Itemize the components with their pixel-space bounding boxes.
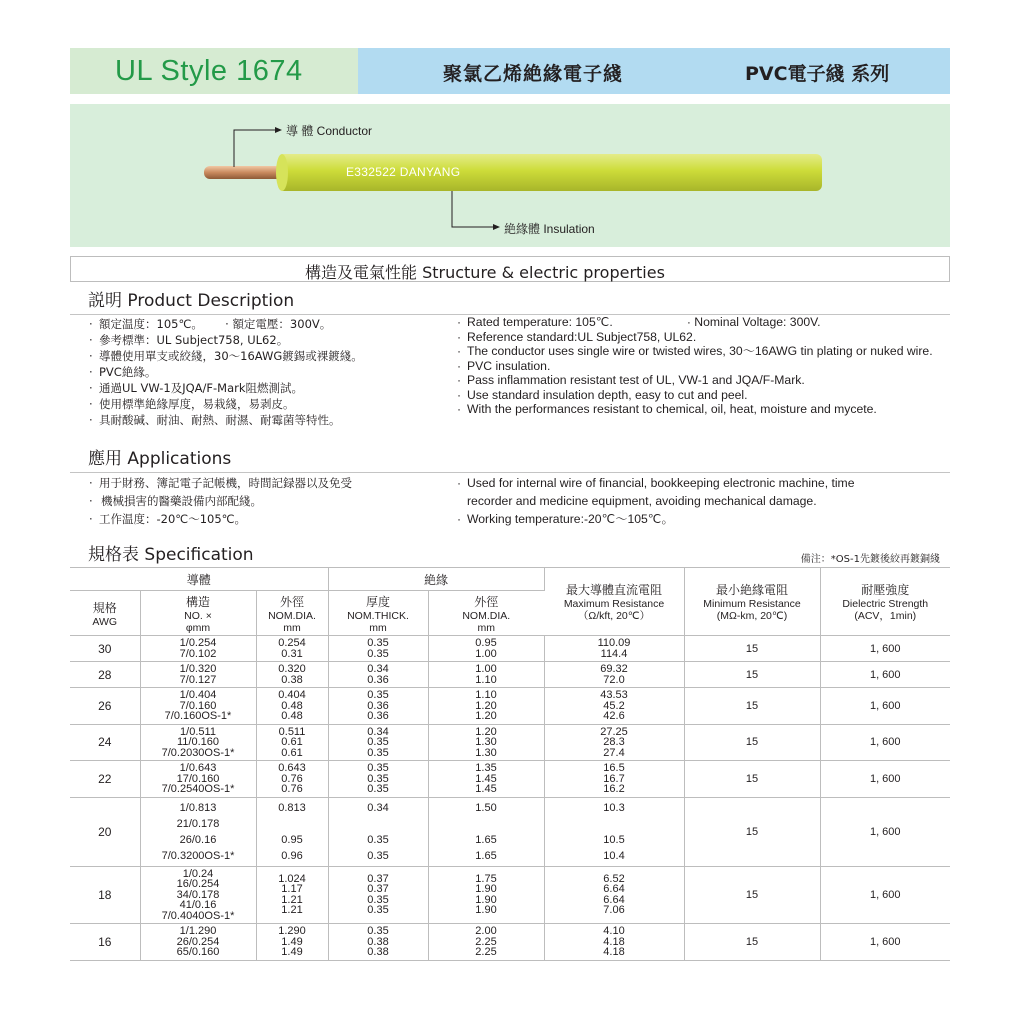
table-row	[70, 866, 950, 924]
cell-thick: 0.34 0.35 0.35	[328, 797, 428, 866]
cell-dielectric: 1, 600	[869, 772, 901, 785]
header-max-resistance: 最大導體直流電阻 Maximum Resistance （Ω/kft, 20℃）	[544, 568, 684, 636]
cell-ins-od: 0.95 1.00	[428, 636, 544, 662]
spec-note: 備注：*OS-1先鍍後絞再鍍銅綫	[800, 554, 940, 565]
list-item: · Use standard insulation depth, easy to cut and peel.	[456, 388, 956, 403]
description-title: 説明 Product Description	[70, 286, 950, 315]
cell-cond-od: 1.290 1.49 1.49	[256, 924, 328, 961]
cell-min-ins: 15	[684, 662, 820, 688]
cell-min-ins: 15	[684, 866, 820, 924]
list-item: · PVC insulation.	[456, 359, 956, 374]
cell-construction: 1/0.511 11/0.160 7/0.2030OS-1*	[140, 724, 256, 761]
header-banner	[70, 48, 950, 94]
cell-dielectric: 1, 600	[869, 668, 901, 681]
cell-awg: 22	[70, 761, 140, 798]
list-item: · 具耐酸碱、耐油、耐熱、耐濕、耐霉菌等特性。	[88, 412, 448, 428]
list-item: · Reference standard:UL Subject758, UL62.	[456, 330, 956, 345]
cell-min-ins: 15	[684, 797, 820, 866]
table-row	[70, 797, 950, 866]
cell-cond-od: 0.404 0.48 0.48	[256, 688, 328, 725]
cell-dielectric: 1, 600	[869, 699, 901, 712]
list-item: · 使用標準絶緣厚度，易栽綫，易剥皮。	[88, 396, 448, 412]
wire-diagram-panel	[70, 104, 950, 247]
spec-table-body	[70, 636, 950, 961]
list-item: · 機械損害的醫藥設備内部配綫。	[88, 492, 448, 510]
cell-dielectric: 1, 600	[869, 825, 901, 838]
cell-ins-od: 1.10 1.20 1.20	[428, 688, 544, 725]
cell-max-res: 27.25 28.3 27.4	[544, 724, 684, 761]
conductor-label: 導 體 Conductor	[286, 124, 373, 138]
applications-en-list	[456, 474, 956, 528]
cell-thick: 0.35 0.35	[328, 636, 428, 662]
description-zh-list	[88, 316, 448, 428]
wire-print-text: E332522 DANYANG	[346, 165, 461, 179]
header-construction: 構造 NO. × φmm	[140, 591, 256, 636]
cell-cond-od: 0.511 0.61 0.61	[256, 724, 328, 761]
cell-max-res: 4.10 4.18 4.18	[544, 924, 684, 961]
cell-ins-od: 1.00 1.10	[428, 662, 544, 688]
cell-ins-od: 1.20 1.30 1.30	[428, 724, 544, 761]
cell-max-res: 10.3 10.5 10.4	[544, 797, 684, 866]
header-thickness: 厚度 NOM.THICK. mm	[328, 591, 428, 636]
cell-dielectric: 1, 600	[869, 736, 901, 749]
cell-min-ins: 15	[684, 636, 820, 662]
structure-heading-bar	[70, 256, 950, 282]
cell-awg: 26	[70, 688, 140, 725]
structure-heading: 構造及電氣性能 Structure & electric properties	[305, 263, 665, 282]
cell-cond-od: 0.643 0.76 0.76	[256, 761, 328, 798]
cell-min-ins: 15	[684, 924, 820, 961]
list-item: · Used for internal wire of financial, bookkeeping electronic machine, time	[456, 474, 956, 492]
subtitle-block	[358, 48, 950, 94]
insulation-label: 絶緣體 Insulation	[504, 222, 595, 236]
cell-awg: 16	[70, 924, 140, 961]
table-row	[70, 662, 950, 688]
cell-max-res: 16.5 16.7 16.2	[544, 761, 684, 798]
list-item: · 工作温度：-20℃～105℃。	[88, 510, 448, 528]
cell-cond-od: 0.320 0.38	[256, 662, 328, 688]
cell-construction: 1/0.813 21/0.178 26/0.16 7/0.3200OS-1*	[140, 797, 256, 866]
description-en-list	[456, 315, 956, 417]
header-conductor-od: 外徑 NOM.DIA. mm	[256, 591, 328, 636]
applications-title: 應用 Applications	[70, 444, 950, 473]
cell-min-ins: 15	[684, 724, 820, 761]
table-row	[70, 688, 950, 725]
cell-construction: 1/0.24 16/0.254 34/0.178 41/0.16 7/0.4040OS-1*	[140, 866, 256, 924]
cell-min-ins: 15	[684, 761, 820, 798]
cell-construction: 1/0.404 7/0.160 7/0.160OS-1*	[140, 688, 256, 725]
cell-max-res: 43.53 45.2 42.6	[544, 688, 684, 725]
cell-min-ins: 15	[684, 688, 820, 725]
cell-max-res: 69.32 72.0	[544, 662, 684, 688]
cell-max-res: 110.09 114.4	[544, 636, 684, 662]
list-item: · With the performances resistant to chemical, oil, heat, moisture and mycete.	[456, 402, 956, 417]
cell-thick: 0.34 0.35 0.35	[328, 724, 428, 761]
cell-thick: 0.35 0.35 0.35	[328, 761, 428, 798]
cell-awg: 24	[70, 724, 140, 761]
cell-cond-od: 0.254 0.31	[256, 636, 328, 662]
list-item: · 參考標準：UL Subject758, UL62。	[88, 332, 448, 348]
cell-awg: 18	[70, 866, 140, 924]
cell-cond-od: 0.813 0.95 0.96	[256, 797, 328, 866]
cell-ins-od: 1.50 1.65 1.65	[428, 797, 544, 866]
table-row	[70, 924, 950, 961]
cell-dielectric: 1, 600	[869, 935, 901, 948]
list-item: · Rated temperature: 105℃. · Nominal Voltage: 300V.	[456, 315, 956, 330]
header-conductor: 導體	[70, 568, 328, 591]
cell-max-res: 6.52 6.64 6.64 7.06	[544, 866, 684, 924]
table-row	[70, 761, 950, 798]
series-title: PVC電子綫 系列	[745, 63, 890, 85]
table-row	[70, 724, 950, 761]
chinese-title: 聚氯乙烯絶緣電子綫	[443, 63, 624, 85]
header-insulation: 絶緣	[328, 568, 544, 591]
conductor-core	[204, 166, 284, 179]
cell-cond-od: 1.024 1.17 1.21 1.21	[256, 866, 328, 924]
applications-zh-list	[88, 474, 448, 528]
list-item: · 額定温度：105℃。 · 額定電壓：300V。	[88, 316, 448, 332]
cell-ins-od: 1.75 1.90 1.90 1.90	[428, 866, 544, 924]
list-item: · PVC絶緣。	[88, 364, 448, 380]
header-dielectric: 耐壓強度 Dielectric Strength (ACV，1min)	[820, 568, 950, 636]
table-row	[70, 636, 950, 662]
cell-dielectric: 1, 600	[869, 888, 901, 901]
cell-thick: 0.35 0.36 0.36	[328, 688, 428, 725]
cell-construction: 1/0.320 7/0.127	[140, 662, 256, 688]
list-item: · 用于財務、簿記電子記帳機，時間記録器以及免受	[88, 474, 448, 492]
list-item: · 通過UL VW-1及JQA/F-Mark阻燃測試。	[88, 380, 448, 396]
title-block	[70, 48, 358, 94]
cell-dielectric: 1, 600	[869, 642, 901, 655]
header-insulation-od: 外徑 NOM.DIA. mm	[462, 594, 511, 634]
spec-title: 規格表 Specification	[88, 545, 254, 565]
cell-construction: 1/0.254 7/0.102	[140, 636, 256, 662]
cell-awg: 20	[70, 797, 140, 866]
cell-construction: 1/1.290 26/0.254 65/0.160	[140, 924, 256, 961]
spec-table	[70, 567, 950, 961]
list-item: · Working temperature:-20℃～105℃。	[456, 510, 956, 528]
list-item: · 導體使用單支或絞綫，30～16AWG鍍錫或裸鍍綫。	[88, 348, 448, 364]
header-awg: 規格 AWG	[70, 591, 140, 636]
list-item: · The conductor uses single wire or twisted wires, 30～16AWG tin plating or nuked wire.	[456, 344, 946, 359]
cell-thick: 0.37 0.37 0.35 0.35	[328, 866, 428, 924]
product-title: UL Style 1674	[115, 54, 303, 87]
cell-construction: 1/0.643 17/0.160 7/0.2540OS-1*	[140, 761, 256, 798]
cell-ins-od: 1.35 1.45 1.45	[428, 761, 544, 798]
cell-awg: 30	[70, 636, 140, 662]
list-item: · Pass inflammation resistant test of UL, VW-1 and JQA/F-Mark.	[456, 373, 956, 388]
list-item: recorder and medicine equipment, avoiding mechanical damage.	[467, 494, 817, 508]
cell-thick: 0.35 0.38 0.38	[328, 924, 428, 961]
cell-thick: 0.34 0.36	[328, 662, 428, 688]
cell-awg: 28	[70, 662, 140, 688]
header-min-resistance: 最小絶緣電阻 Minimum Resistance (MΩ-km, 20℃)	[684, 568, 820, 636]
cell-ins-od: 2.00 2.25 2.25	[428, 924, 544, 961]
